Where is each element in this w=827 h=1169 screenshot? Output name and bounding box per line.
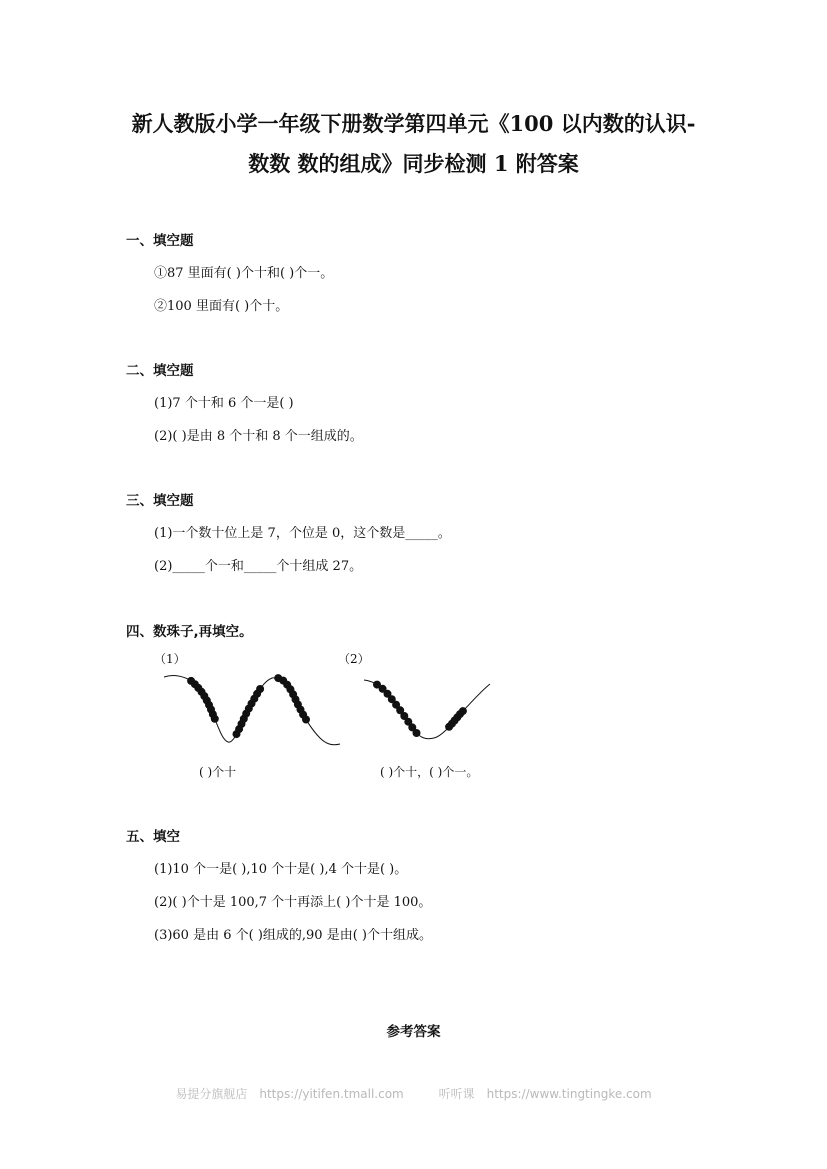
section-5-item-3: (3)60 是由 6 个( )组成的,90 是由( )个十组成。 bbox=[154, 928, 432, 943]
section-1-item-1: ①87 里面有( )个十和( )个一。 bbox=[154, 266, 334, 281]
section-2-item-2: (2)( )是由 8 个十和 8 个一组成的。 bbox=[154, 429, 363, 444]
section-3-item-1: (1)一个数十位上是 7，个位是 0，这个数是_____。 bbox=[154, 526, 451, 541]
section-3-item-2: (2)_____个一和_____个十组成 27。 bbox=[154, 559, 363, 574]
footer-right-name: 听听课 bbox=[438, 1087, 475, 1101]
figure-2-label: （2） bbox=[338, 652, 370, 666]
footer-left-name: 易提分旗舰店 bbox=[175, 1087, 248, 1101]
section-1-heading: 一、填空题 bbox=[126, 233, 194, 249]
bead bbox=[459, 707, 467, 715]
figure-2-caption: ( )个十，( )个一。 bbox=[380, 765, 479, 779]
bead-string-figure-2 bbox=[360, 678, 495, 746]
section-2-item-1: (1)7 个十和 6 个一是( ) bbox=[154, 396, 294, 411]
section-4-heading: 四、数珠子,再填空。 bbox=[126, 624, 253, 640]
document-title-line-1: 新人教版小学一年级下册数学第四单元《100 以内数的认识- bbox=[131, 111, 696, 136]
bead-string-figure-1 bbox=[160, 668, 345, 753]
document-title-line-2: 数数 数的组成》同步检测 1 附答案 bbox=[248, 151, 579, 176]
section-5-heading: 五、填空 bbox=[126, 829, 180, 845]
figure-1-label: （1） bbox=[154, 652, 186, 666]
section-3-heading: 三、填空题 bbox=[126, 493, 194, 509]
bead bbox=[211, 715, 219, 723]
section-1-item-2: ②100 里面有( )个十。 bbox=[154, 299, 289, 314]
bead bbox=[413, 729, 421, 737]
figure-1-caption: ( )个十 bbox=[199, 765, 237, 779]
answer-heading: 参考答案 bbox=[386, 1024, 441, 1040]
section-5-item-2: (2)( )个十是 100,7 个十再添上( )个十是 100。 bbox=[154, 895, 432, 910]
footer-left-url[interactable]: https://yitifen.tmall.com bbox=[259, 1087, 404, 1101]
bead bbox=[302, 716, 310, 724]
footer-watermark bbox=[0, 1085, 827, 1102]
section-5-item-1: (1)10 个一是( ),10 个十是( ),4 个十是( )。 bbox=[154, 862, 408, 877]
bead bbox=[256, 685, 264, 693]
footer-right-url[interactable]: https://www.tingtingke.com bbox=[486, 1087, 652, 1101]
section-2-heading: 二、填空题 bbox=[126, 363, 194, 379]
